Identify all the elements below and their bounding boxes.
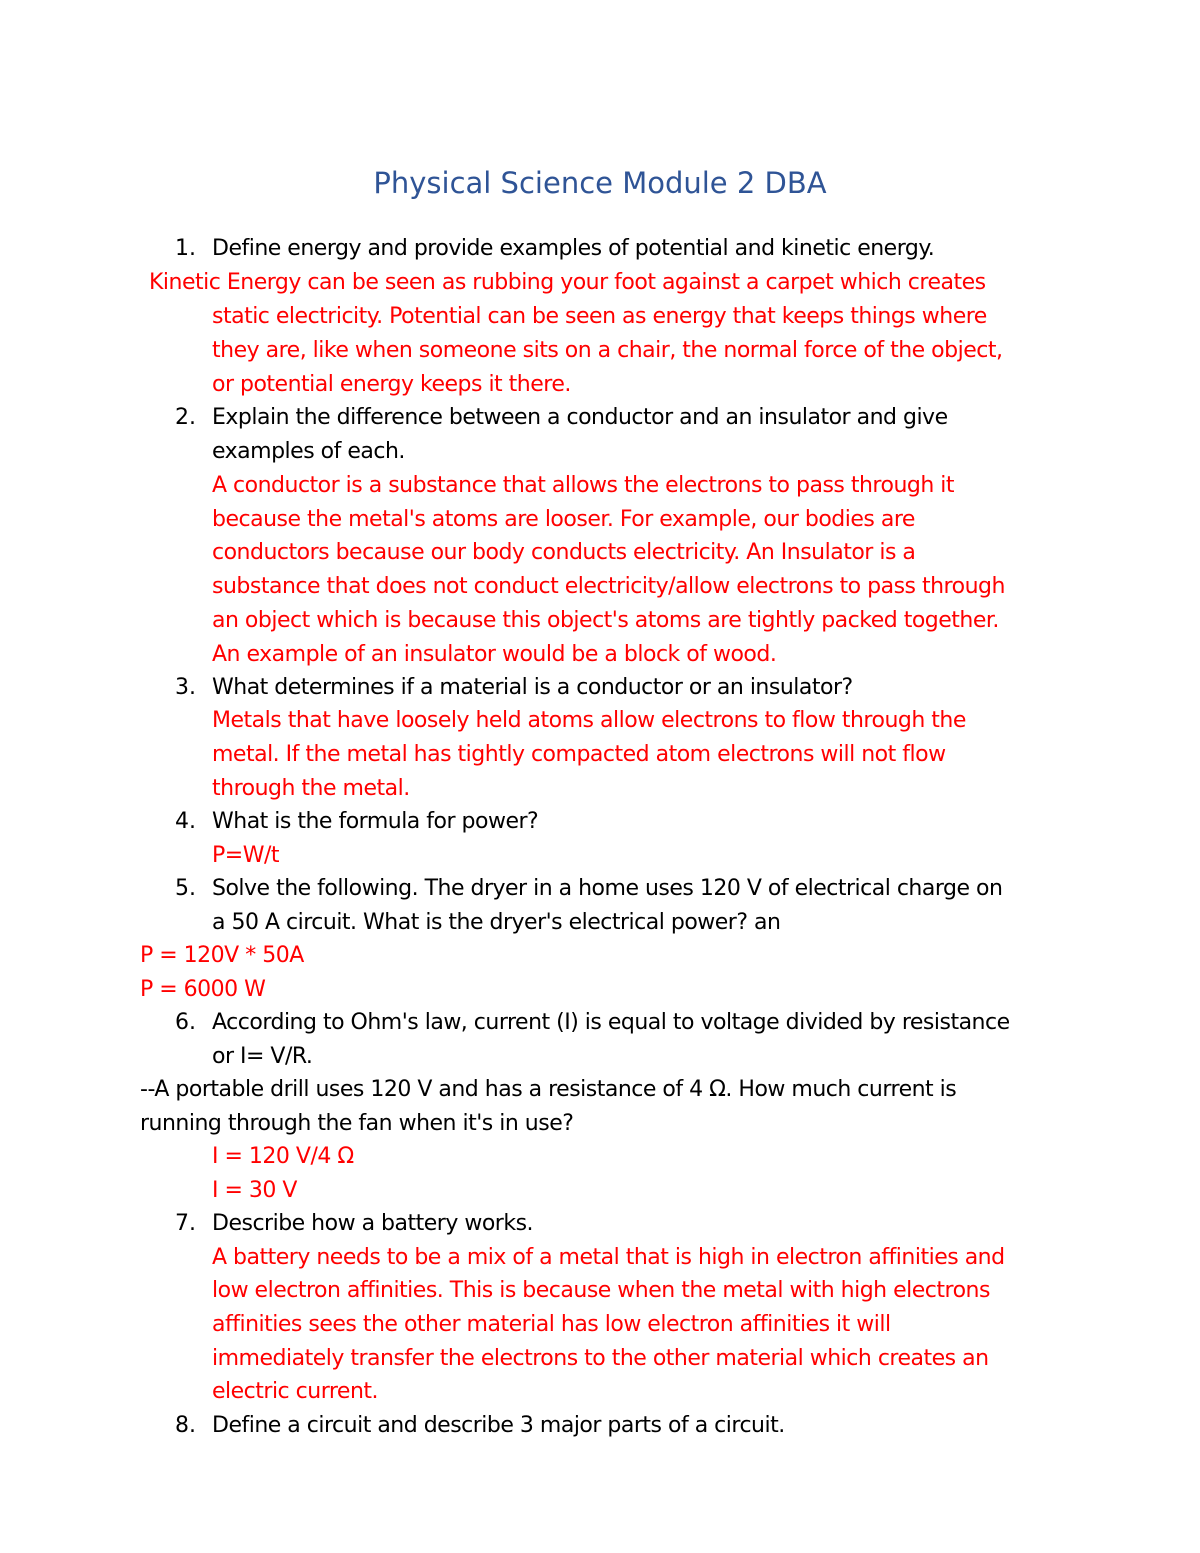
q2-question-line: Explain the difference between a conductor and an insulator and give (212, 405, 948, 430)
q6-subquestion-line: running through the fan when it's in use? (140, 1111, 574, 1136)
q1-answer-line: static electricity. Potential can be seen as energy that keeps things where (212, 304, 987, 329)
q1-number: 1. (175, 236, 196, 261)
q6-question-line: According to Ohm's law, current (I) is equal to voltage divided by resistance (212, 1010, 1010, 1035)
q7-answer-line: immediately transfer the electrons to the other material which creates an (212, 1346, 989, 1371)
q1-answer-line: or potential energy keeps it there. (212, 372, 571, 397)
q7-number: 7. (175, 1211, 196, 1236)
q4-question: What is the formula for power? (212, 809, 539, 834)
q7-answer-line: A battery needs to be a mix of a metal that is high in electron affinities and (212, 1245, 1005, 1270)
q2-answer-line: An example of an insulator would be a block of wood. (212, 642, 777, 667)
q2-answer-line: substance that does not conduct electricity/allow electrons to pass through (212, 574, 1005, 599)
q6-number: 6. (175, 1010, 196, 1035)
q7-answer-line: affinities sees the other material has low electron affinities it will (212, 1312, 891, 1337)
q5-number: 5. (175, 876, 196, 901)
document-title: Physical Science Module 2 DBA (373, 166, 827, 200)
q3-answer-line: through the metal. (212, 776, 410, 801)
q1-answer-line: Kinetic Energy can be seen as rubbing your foot against a carpet which creates (149, 270, 986, 295)
q2-answer-line: an object which is because this object's atoms are tightly packed together. (212, 608, 999, 633)
q3-answer-line: metal. If the metal has tightly compacted atom electrons will not flow (212, 742, 946, 767)
q3-answer-line: Metals that have loosely held atoms allow electrons to flow through the (212, 708, 966, 733)
q2-question-line: examples of each. (212, 439, 405, 464)
q6-answer-line: I = 120 V/4 Ω (212, 1144, 354, 1169)
q7-answer-line: low electron affinities. This is because when the metal with high electrons (212, 1278, 990, 1303)
q8-number: 8. (175, 1413, 196, 1438)
q7-question: Describe how a battery works. (212, 1211, 534, 1236)
q4-answer: P=W/t (212, 843, 279, 868)
q5-answer-line: P = 6000 W (140, 977, 266, 1002)
q7-answer-line: electric current. (212, 1379, 379, 1404)
q8-question: Define a circuit and describe 3 major parts of a circuit. (212, 1413, 785, 1438)
q2-answer-line: A conductor is a substance that allows the electrons to pass through it (212, 473, 955, 498)
q1-question: Define energy and provide examples of potential and kinetic energy. (212, 236, 935, 261)
q5-answer-line: P = 120V * 50A (140, 943, 304, 968)
q6-question-line: or I= V/R. (212, 1044, 313, 1069)
q6-answer-line: I = 30 V (212, 1178, 297, 1203)
q3-number: 3. (175, 675, 196, 700)
q1-answer-line: they are, like when someone sits on a chair, the normal force of the object, (212, 338, 1003, 363)
q2-answer-line: because the metal's atoms are looser. For example, our bodies are (212, 507, 915, 532)
q2-answer-line: conductors because our body conducts electricity. An Insulator is a (212, 540, 916, 565)
q5-question-line: Solve the following. The dryer in a home uses 120 V of electrical charge on (212, 876, 1003, 901)
q2-number: 2. (175, 405, 196, 430)
q4-number: 4. (175, 809, 196, 834)
q3-question: What determines if a material is a conductor or an insulator? (212, 675, 853, 700)
q5-question-line: a 50 A circuit. What is the dryer's electrical power? an (212, 910, 781, 935)
q6-subquestion-line: --A portable drill uses 120 V and has a resistance of 4 Ω. How much current is (140, 1077, 957, 1102)
